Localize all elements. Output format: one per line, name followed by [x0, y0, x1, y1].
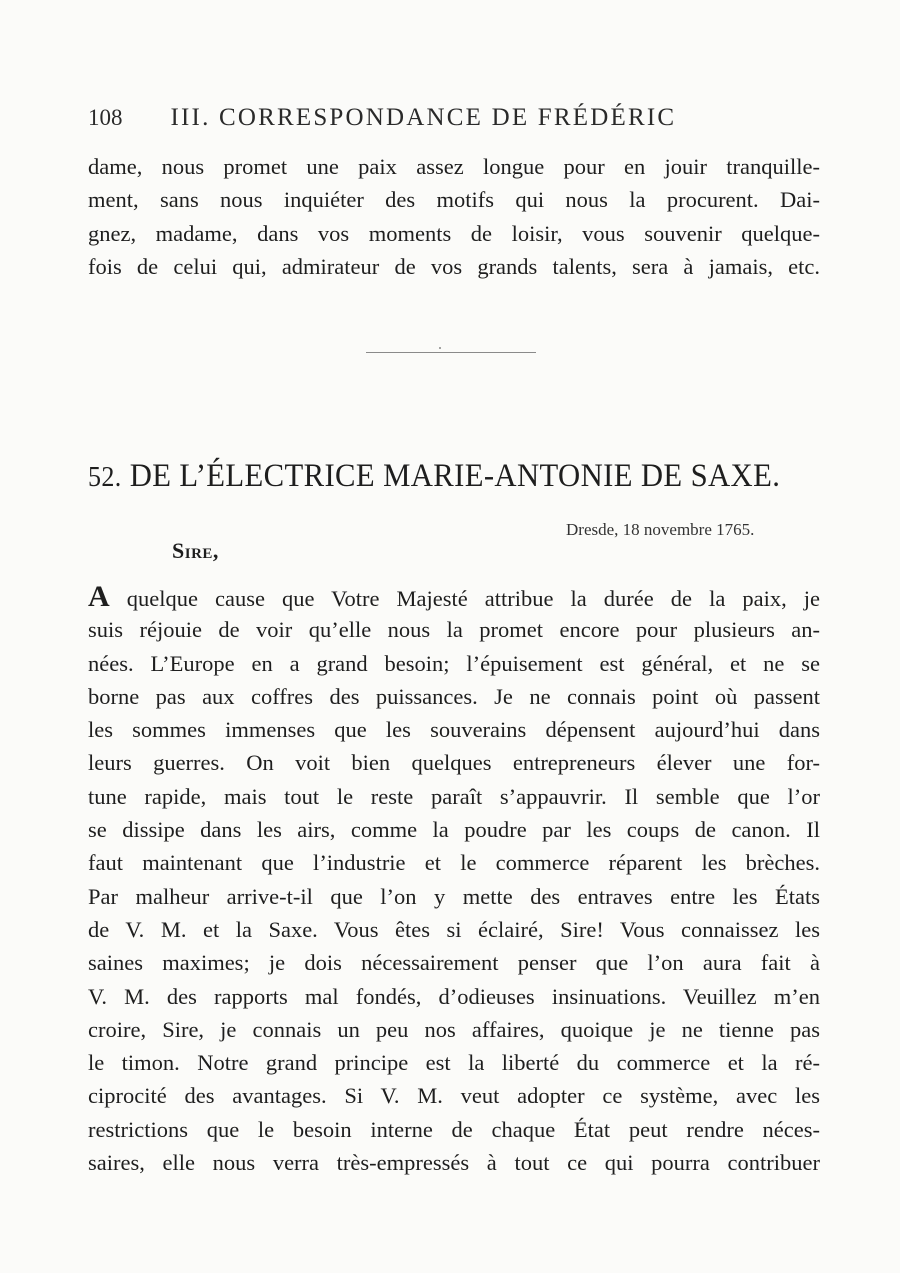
- page-number: 108: [88, 105, 123, 130]
- text-line: gnez, madame, dans vos moments de loisir, vous souvenir quelque-: [88, 220, 820, 246]
- text-line: fois de celui qui, admirateur de vos grands talents, sera à jamais, etc.: [88, 253, 820, 279]
- text-line: dame, nous promet une paix assez longue pour en jouir tranquille-: [88, 154, 820, 179]
- text-line: ciprocité des avantages. Si V. M. veut adopter ce système, avec les: [88, 1083, 820, 1109]
- letter-number: 52.: [88, 462, 122, 493]
- text-line: faut maintenant que l’industrie et le commerce réparent les brèches.: [88, 850, 820, 876]
- previous-letter-ending: [88, 150, 820, 283]
- running-title: III. CORRESPONDANCE DE FRÉDÉRIC: [170, 104, 677, 131]
- text-line: borne pas aux coffres des puissances. Je ne connais point où passent: [88, 683, 820, 709]
- running-head: [88, 104, 828, 132]
- text-line: le timon. Notre grand principe est la liberté du commerce et la ré-: [88, 1050, 820, 1076]
- letter-body: [88, 580, 820, 1179]
- text-line: croire, Sire, je connais un peu nos affaires, quoique je ne tienne pas: [88, 1016, 820, 1042]
- text-line: ment, sans nous inquiéter des motifs qui nous la procurent. Dai-: [88, 187, 820, 213]
- text-line: tune rapide, mais tout le reste paraît s’appauvrir. Il semble que l’or: [88, 783, 820, 809]
- text-line: les sommes immenses que les souverains dépensent aujourd’hui dans: [88, 717, 820, 743]
- drop-cap: A: [88, 580, 110, 613]
- text-line: saines maximes; je dois nécessairement penser que l’on aura fait à: [88, 950, 820, 976]
- dateline: Dresde, 18 novembre 1765.: [566, 520, 755, 539]
- text-line: leurs guerres. On voit bien quelques entrepreneurs élever une for-: [88, 750, 820, 776]
- text-line: nées. L’Europe en a grand besoin; l’épuisement est général, et ne se: [88, 650, 820, 676]
- text-line: [88, 580, 820, 613]
- text-line-rest: quelque cause que Votre Majesté attribue la durée de la paix, je: [109, 586, 820, 611]
- text-line: se dissipe dans les airs, comme la poudre par les coups de canon. Il: [88, 817, 820, 843]
- text-line: saires, elle nous verra très-empressés à tout ce qui pourra contribuer: [88, 1150, 820, 1176]
- section-divider: [366, 352, 536, 353]
- text-line: suis réjouie de voir qu’elle nous la promet encore pour plusieurs an-: [88, 617, 820, 643]
- text-line: restrictions que le besoin interne de chaque État peut rendre néces-: [88, 1116, 820, 1142]
- text-line: de V. M. et la Saxe. Vous êtes si éclairé, Sire! Vous connaissez les: [88, 916, 820, 942]
- text-line: Par malheur arrive-t-il que l’on y mette des entraves entre les États: [88, 883, 820, 909]
- letter-heading: [88, 458, 781, 495]
- text-line: V. M. des rapports mal fondés, d’odieuses insinuations. Veuillez m’en: [88, 983, 820, 1009]
- letter-title: DE L’ÉLECTRICE MARIE-ANTONIE DE SAXE.: [129, 458, 781, 494]
- salutation: Sire,: [172, 538, 219, 563]
- divider-dot: [439, 347, 441, 349]
